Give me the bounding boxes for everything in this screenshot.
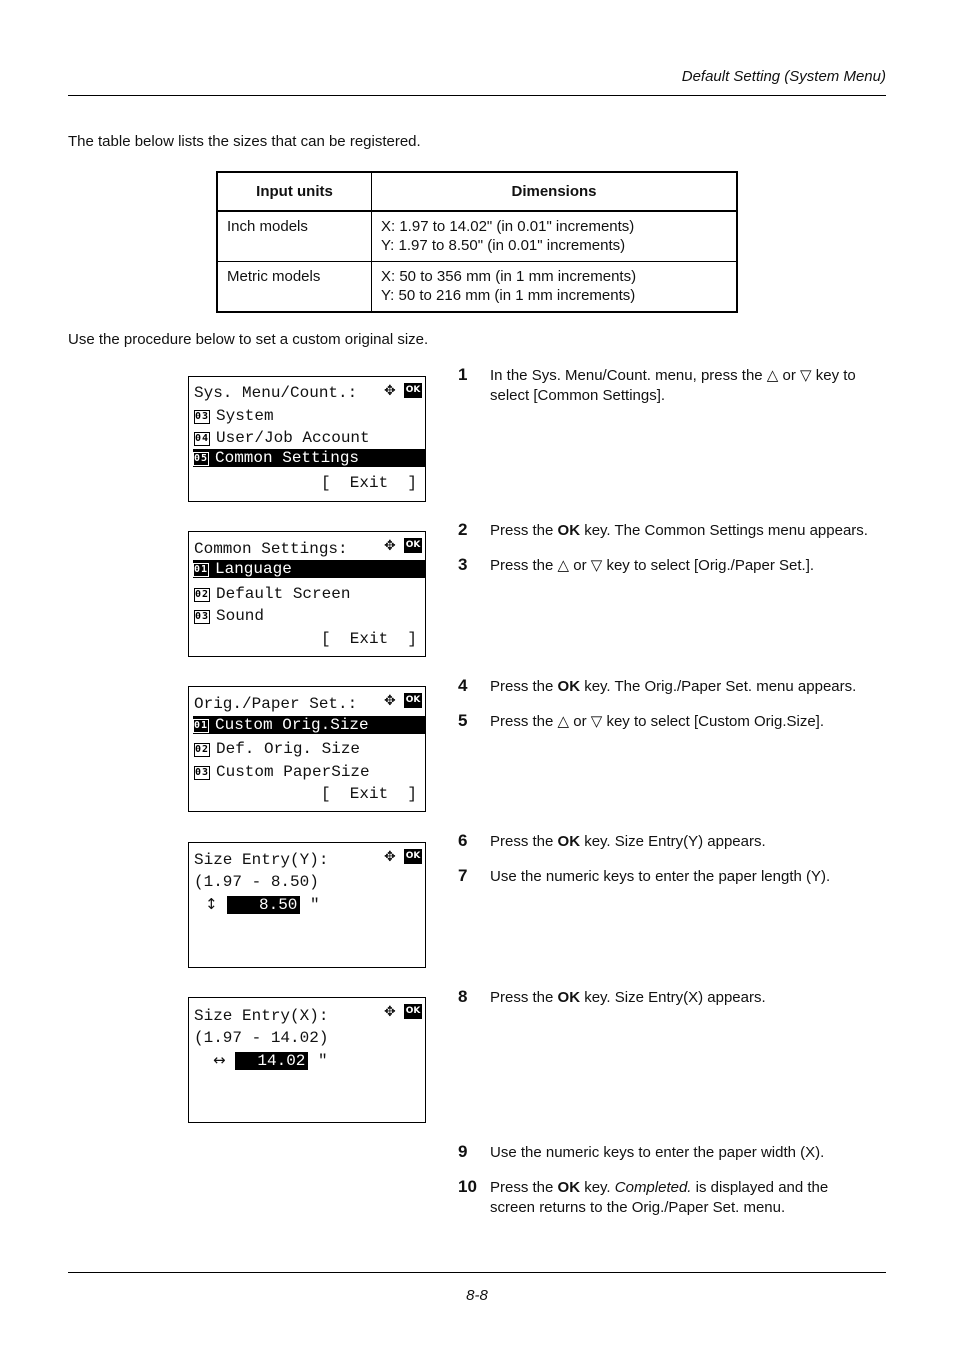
step-number: 1 (458, 365, 468, 384)
row-dimensions (372, 262, 738, 313)
nav-ok-indicator (384, 383, 422, 399)
step-text: Press the △ or ▽ key to select [Orig./Paper Set.]. (490, 557, 815, 574)
ok-key-label: OK (557, 989, 581, 1006)
up-down-left-right-icon: ✥ (384, 849, 396, 865)
table-row (217, 262, 737, 313)
step-line: select [Common Settings]. (490, 387, 666, 404)
page-number: 8-8 (466, 1287, 488, 1304)
lcd-screen-size-entry-y (188, 842, 426, 968)
item-number: 01 (194, 564, 209, 575)
size-y-input[interactable] (227, 896, 300, 914)
item-number: 01 (194, 720, 209, 731)
item-label: Language (215, 560, 292, 578)
exit-softkey[interactable]: [ Exit ] (320, 630, 417, 648)
up-down-left-right-icon: ✥ (384, 538, 396, 554)
range-hint: (1.97 - 14.02) (194, 1029, 329, 1047)
step-line: In the Sys. Menu/Count. menu, press the △ or ▽ key to (490, 367, 856, 384)
step-number: 5 (458, 711, 468, 730)
lcd-screen-size-entry-x (188, 997, 426, 1123)
item-number: 03 (195, 611, 210, 622)
nav-ok-indicator (384, 849, 422, 865)
ok-icon: OK (404, 538, 422, 553)
item-label: Sound (216, 607, 265, 625)
step-number: 3 (458, 555, 468, 574)
step-text-part: key. Size Entry(Y) appears. (580, 833, 766, 850)
item-number: 05 (194, 453, 209, 464)
size-table (216, 171, 738, 313)
step-text: Press the △ or ▽ key to select [Custom Orig.Size]. (490, 713, 825, 730)
entry-row (213, 1050, 328, 1070)
header-rule (68, 95, 886, 96)
step-text-part: Press the (490, 678, 558, 695)
table-row (217, 211, 737, 262)
step-number: 2 (458, 520, 468, 539)
step-text (490, 988, 766, 1008)
menu-item[interactable] (194, 762, 370, 782)
step-text-part: key. The Common Settings menu appears. (580, 522, 868, 539)
ok-key-label: OK (557, 1179, 581, 1196)
dimension-y: Y: 50 to 216 mm (in 1 mm increments) (381, 287, 636, 304)
menu-item-selected[interactable] (193, 449, 425, 467)
screen-title: Size Entry(X): (194, 1007, 329, 1025)
exit-softkey[interactable]: [ Exit ] (320, 474, 417, 492)
menu-item-selected[interactable] (193, 560, 425, 578)
step-number: 9 (458, 1142, 468, 1161)
step-text (490, 677, 856, 697)
menu-item[interactable] (194, 606, 264, 626)
step-text: Use the numeric keys to enter the paper width (X). (490, 1144, 825, 1161)
item-number: 02 (195, 589, 210, 600)
up-down-left-right-icon: ✥ (384, 1004, 396, 1020)
item-label: User/Job Account (216, 429, 370, 447)
table-intro: The table below lists the sizes that can be registered. (68, 133, 421, 150)
ok-key-label: OK (557, 678, 581, 695)
step-text: Use the numeric keys to enter the paper length (Y). (490, 868, 831, 885)
step-text (490, 1178, 828, 1218)
entry-row (205, 894, 320, 914)
lcd-screen-common-settings (188, 531, 426, 657)
step-number: 4 (458, 676, 468, 695)
step-text (490, 366, 856, 406)
running-header: Default Setting (System Menu) (681, 68, 886, 85)
dimension-x: X: 1.97 to 14.02" (in 0.01" increments) (381, 218, 635, 235)
item-number: 02 (195, 744, 210, 755)
nav-ok-indicator (384, 1004, 422, 1020)
step-text-part: key. (580, 1179, 615, 1196)
menu-item[interactable] (194, 739, 360, 759)
step-number: 10 (458, 1177, 477, 1196)
ok-key-label: OK (557, 833, 581, 850)
header-input-units: Input units (217, 172, 372, 211)
dimension-x: X: 50 to 356 mm (in 1 mm increments) (381, 268, 637, 285)
lcd-screen-orig-paper-set (188, 686, 426, 812)
step-line: screen returns to the Orig./Paper Set. menu. (490, 1199, 786, 1216)
row-dimensions (372, 211, 738, 262)
left-right-arrow-icon: ↔ (213, 1051, 226, 1069)
row-unit: Metric models (217, 262, 372, 313)
ok-icon: OK (404, 1004, 422, 1019)
step-number: 6 (458, 831, 468, 850)
menu-item-selected[interactable] (193, 716, 425, 734)
size-x-input[interactable] (235, 1052, 308, 1070)
dimension-y: Y: 1.97 to 8.50" (in 0.01" increments) (381, 237, 626, 254)
screen-title: Size Entry(Y): (194, 851, 329, 869)
item-number: 03 (195, 767, 210, 778)
completed-message: Completed. (614, 1179, 692, 1196)
nav-ok-indicator (384, 693, 422, 709)
step-text (490, 521, 868, 541)
item-number: 04 (195, 433, 210, 444)
step-number: 8 (458, 987, 468, 1006)
row-unit: Inch models (217, 211, 372, 262)
up-down-left-right-icon: ✥ (384, 693, 396, 709)
range-hint: (1.97 - 8.50) (194, 873, 319, 891)
step-text-part: key. The Orig./Paper Set. menu appears. (580, 678, 857, 695)
nav-ok-indicator (384, 538, 422, 554)
item-label: Def. Orig. Size (216, 740, 361, 758)
item-number: 03 (195, 411, 210, 422)
item-label: System (216, 407, 274, 425)
ok-icon: OK (404, 849, 422, 864)
step-text-part: Press the (490, 1179, 558, 1196)
header-dimensions: Dimensions (372, 172, 738, 211)
screen-title: Orig./Paper Set.: (194, 695, 358, 713)
step-text-part: Press the (490, 522, 558, 539)
step-text-part: Press the (490, 833, 558, 850)
ok-icon: OK (404, 693, 422, 708)
menu-item[interactable] (194, 406, 274, 426)
unit-mark: " (310, 896, 320, 914)
screen-title: Sys. Menu/Count.: (194, 384, 358, 402)
entry-value: 14.02 (257, 1052, 306, 1070)
step-text-part: is displayed and the (691, 1179, 829, 1196)
screen-title: Common Settings: (194, 540, 348, 558)
ok-icon: OK (404, 383, 422, 398)
lcd-screen-sys-menu (188, 376, 426, 502)
step-line (490, 1178, 828, 1198)
exit-softkey[interactable]: [ Exit ] (320, 785, 417, 803)
ok-key-label: OK (557, 522, 581, 539)
menu-item[interactable] (194, 428, 370, 448)
table-header-row (217, 172, 737, 211)
entry-value: 8.50 (259, 896, 298, 914)
item-label: Common Settings (215, 449, 360, 467)
step-text (490, 832, 766, 852)
procedure-intro: Use the procedure below to set a custom original size. (68, 331, 429, 348)
item-label: Custom Orig.Size (215, 716, 369, 734)
step-number: 7 (458, 866, 468, 885)
footer-rule (68, 1272, 886, 1273)
menu-item[interactable] (194, 584, 350, 604)
up-down-left-right-icon: ✥ (384, 383, 396, 399)
up-down-arrow-icon: ↕ (205, 895, 218, 913)
step-text-part: key. Size Entry(X) appears. (580, 989, 766, 1006)
step-text-part: Press the (490, 989, 558, 1006)
item-label: Custom PaperSize (216, 763, 370, 781)
item-label: Default Screen (216, 585, 351, 603)
unit-mark: " (318, 1052, 328, 1070)
